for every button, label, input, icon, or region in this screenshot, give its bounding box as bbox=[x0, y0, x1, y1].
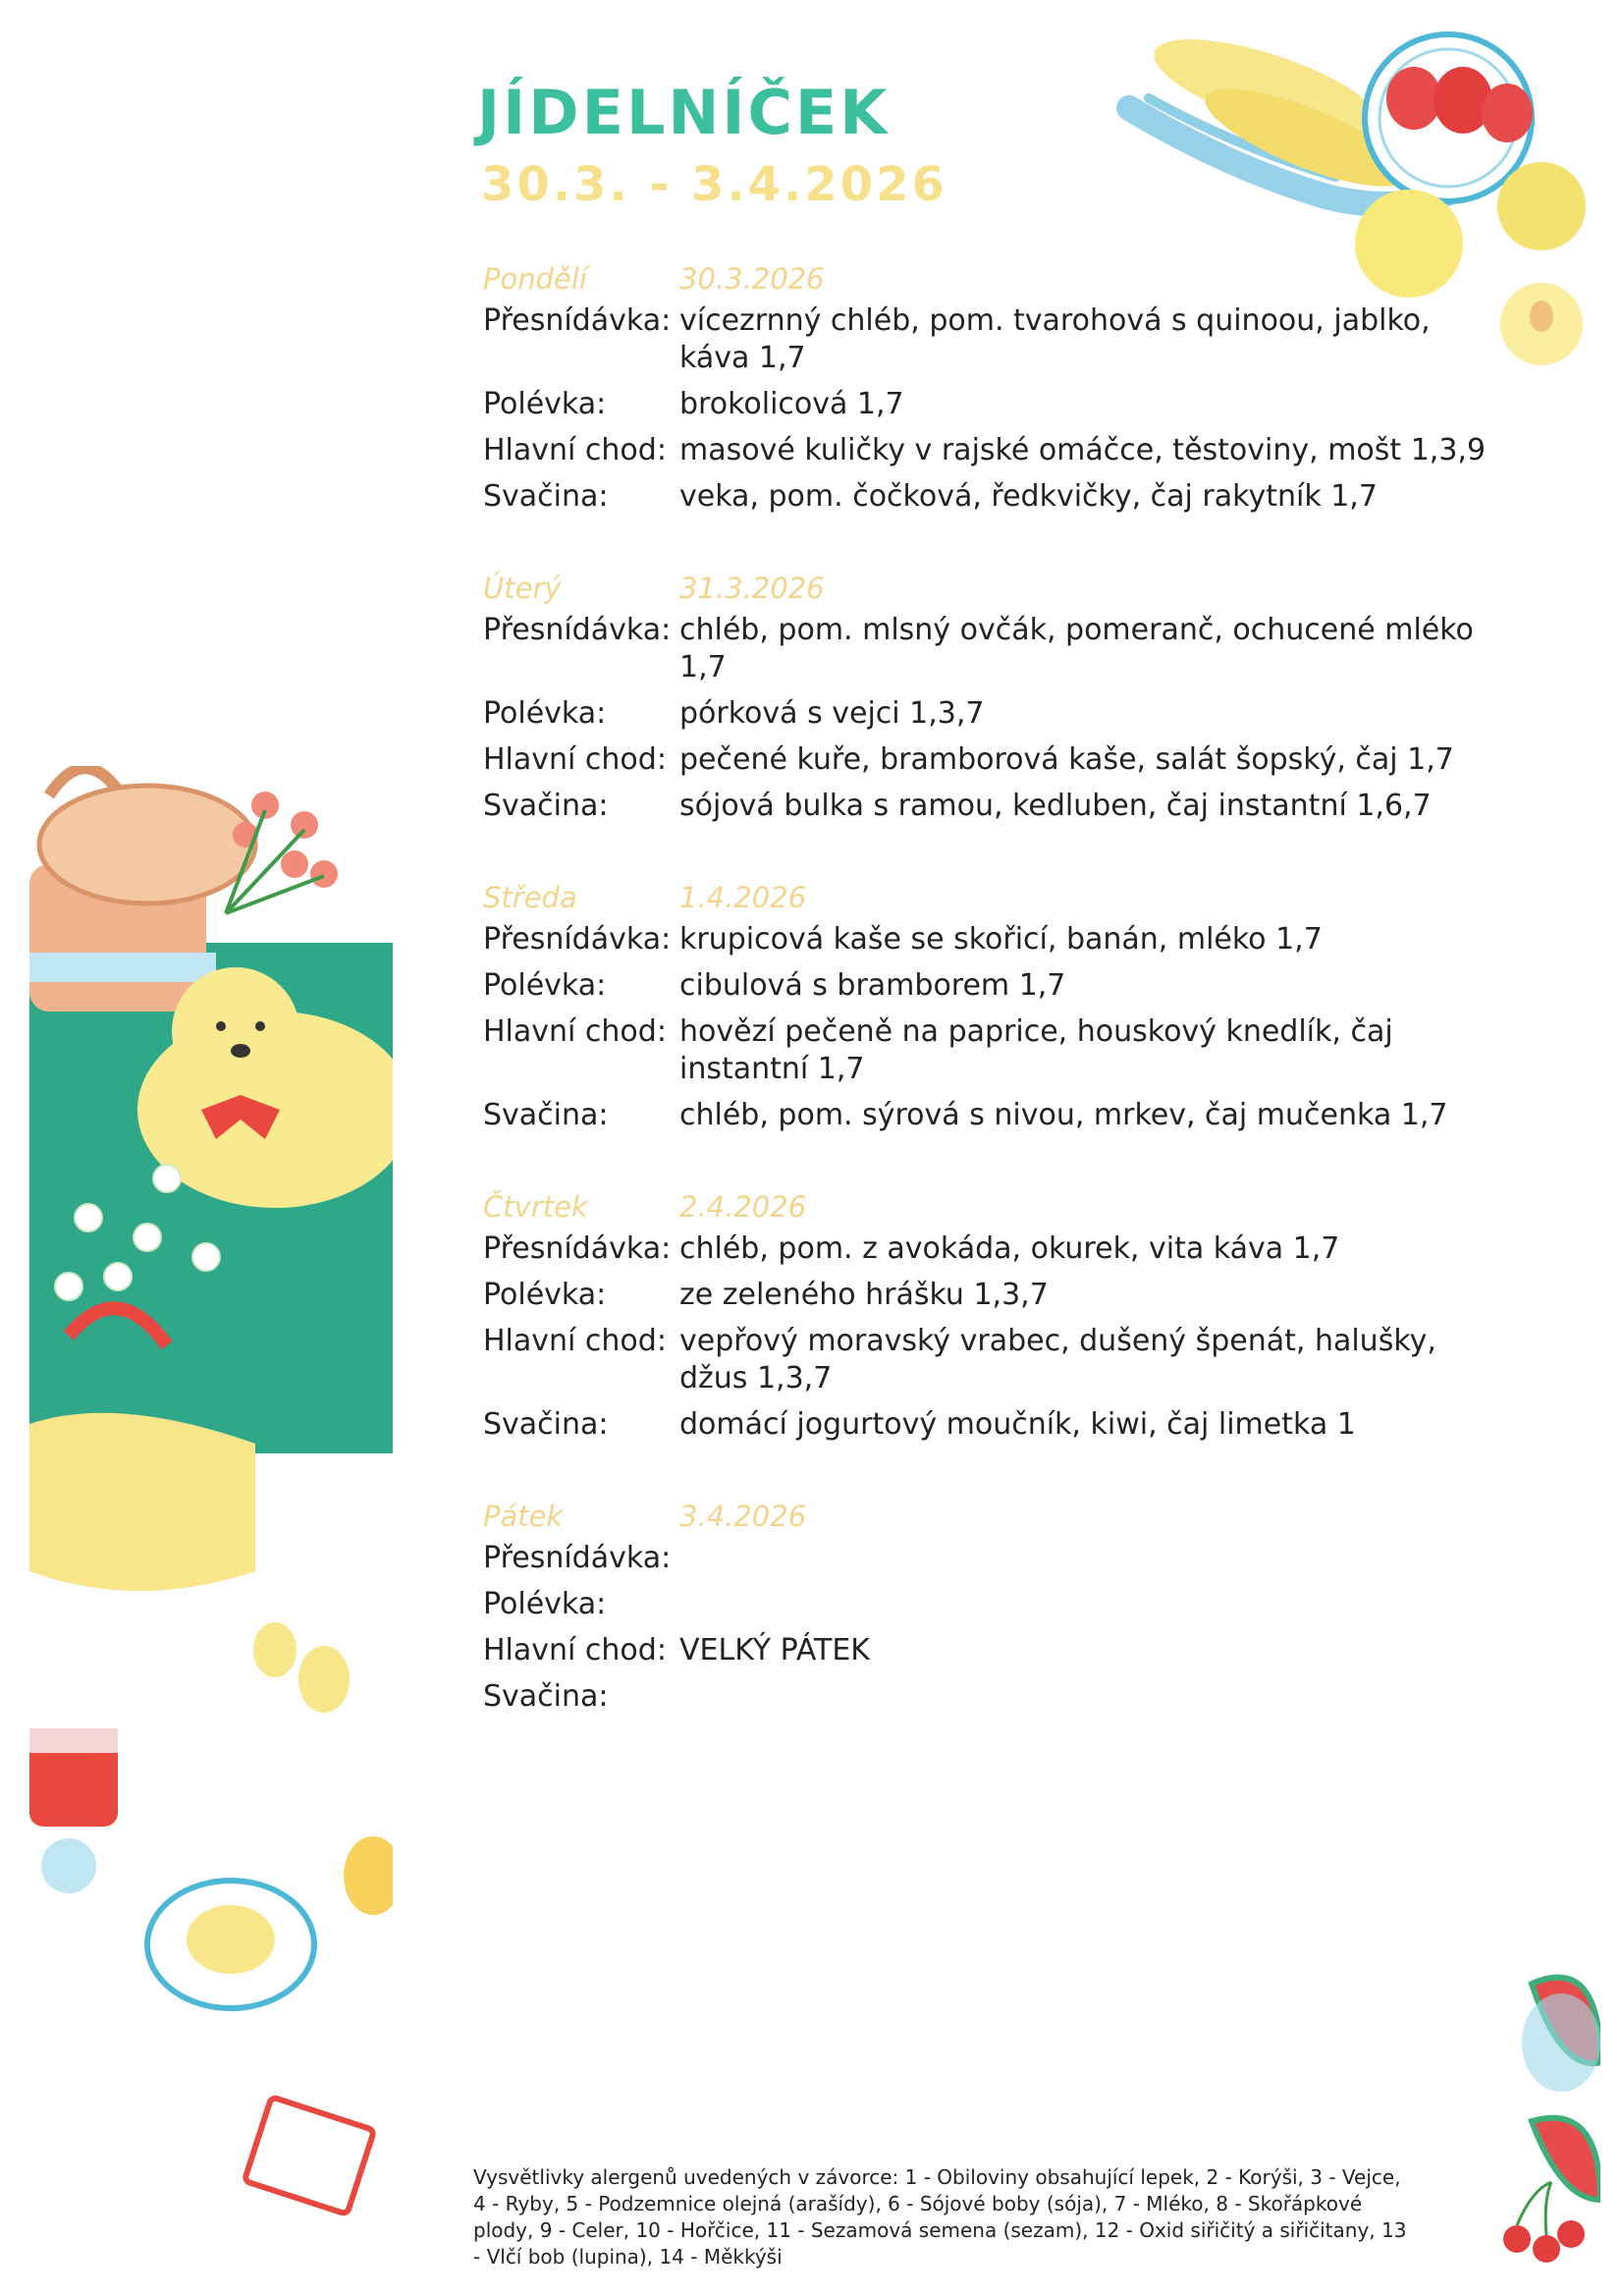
meal-row-main bbox=[483, 1013, 1524, 1088]
meal-value: VELKÝ PÁTEK bbox=[679, 1633, 870, 1667]
meal-row-snack-afternoon bbox=[483, 788, 1524, 825]
day-name: Pátek bbox=[483, 1500, 564, 1533]
day-name: Pondělí bbox=[483, 262, 587, 296]
meal-value: vícezrnný chléb, pom. tvarohová s quinoou, jablko, káva 1,7 bbox=[679, 303, 1431, 375]
meal-row-soup bbox=[483, 967, 1524, 1005]
meal-row-snack-morning bbox=[483, 1230, 1524, 1268]
day-name: Středa bbox=[483, 881, 577, 914]
allergen-legend: Vysvětlivky alergenů uvedených v závorce: 1 - Obiloviny obsahující lepek, 2 - Korýši, 3 - Vejce, 4 - Ryby, 5 - Podzemnice olejná (arašídy), 6 - Sójové boby (sója), 7 - Mléko, 8 - Skořápkové plody, 9 - Celer, 10 - Hořčice, 11 - Sezamová semena (sezam), 12 - Oxid siřičitý a siřičitany, 13 - Vlčí bob (lupina), 14 - Měkkýši bbox=[473, 2165, 1407, 2269]
meal-row-snack-afternoon bbox=[483, 478, 1524, 516]
day-name: Úterý bbox=[483, 572, 562, 605]
meal-label: Přesnídávka: bbox=[483, 1541, 672, 1575]
day-date: 3.4.2026 bbox=[679, 1500, 807, 1533]
day-heading bbox=[483, 876, 1524, 919]
meal-label: Hlavní chod: bbox=[483, 433, 667, 467]
meal-row-soup bbox=[483, 695, 1524, 733]
meal-label: Hlavní chod: bbox=[483, 1014, 667, 1049]
meal-value: hovězí pečeně na paprice, houskový knedlík, čaj instantní 1,7 bbox=[679, 1014, 1393, 1086]
meal-value bbox=[679, 1540, 1524, 1577]
meal-label: Polévka: bbox=[483, 1278, 607, 1312]
meal-row-main bbox=[483, 432, 1524, 469]
meal-value: domácí jogurtový moučník, kiwi, čaj limetka 1 bbox=[679, 1407, 1356, 1442]
day-section-wednesday bbox=[483, 876, 1524, 1134]
meal-label: Svačina: bbox=[483, 789, 609, 823]
day-section-thursday bbox=[483, 1185, 1524, 1444]
meal-value: vepřový moravský vrabec, dušený špenát, halušky, džus 1,3,7 bbox=[679, 1324, 1436, 1395]
meal-value: ze zeleného hrášku 1,3,7 bbox=[679, 1278, 1049, 1312]
week-date-range: 30.3. - 3.4.2026 bbox=[481, 157, 947, 212]
meal-label: Přesnídávka: bbox=[483, 303, 672, 338]
meal-label: Hlavní chod: bbox=[483, 742, 667, 777]
day-section-tuesday bbox=[483, 567, 1524, 825]
day-date: 2.4.2026 bbox=[679, 1190, 807, 1224]
meal-value: krupicová kaše se skořicí, banán, mléko 1,7 bbox=[679, 922, 1323, 957]
day-heading bbox=[483, 1185, 1524, 1229]
day-date: 1.4.2026 bbox=[679, 881, 807, 914]
meal-value: pórková s vejci 1,3,7 bbox=[679, 696, 985, 731]
meal-row-main bbox=[483, 1323, 1524, 1397]
meal-value: chléb, pom. mlsný ovčák, pomeranč, ochucené mléko 1,7 bbox=[679, 613, 1474, 684]
watermelon-cherries-illustration bbox=[1473, 1954, 1600, 2278]
meal-label: Svačina: bbox=[483, 1407, 609, 1442]
meal-label: Polévka: bbox=[483, 696, 607, 731]
meal-row-snack-afternoon bbox=[483, 1406, 1524, 1444]
page-title: JÍDELNÍČEK bbox=[477, 77, 891, 148]
meal-row-snack-morning bbox=[483, 921, 1524, 958]
meal-value: masové kuličky v rajské omáčce, těstoviny, mošt 1,3,9 bbox=[679, 433, 1487, 467]
meal-value: brokolicová 1,7 bbox=[679, 387, 904, 421]
meal-value: cibulová s bramborem 1,7 bbox=[679, 968, 1066, 1003]
meal-value bbox=[679, 1586, 1524, 1623]
meal-row-main bbox=[483, 741, 1524, 779]
meal-label: Přesnídávka: bbox=[483, 922, 672, 957]
meal-row-soup bbox=[483, 1586, 1524, 1623]
meal-label: Polévka: bbox=[483, 1587, 607, 1621]
meal-value: sójová bulka s ramou, kedluben, čaj instantní 1,6,7 bbox=[679, 789, 1432, 823]
day-date: 30.3.2026 bbox=[679, 262, 825, 296]
weekly-menu bbox=[483, 257, 1524, 1767]
day-name: Čtvrtek bbox=[483, 1190, 588, 1224]
meal-label: Svačina: bbox=[483, 479, 609, 514]
meal-value: veka, pom. čočková, ředkvičky, čaj rakytník 1,7 bbox=[679, 479, 1378, 514]
meal-label: Svačina: bbox=[483, 1098, 609, 1132]
meal-value bbox=[679, 1678, 1524, 1716]
day-heading bbox=[483, 1495, 1524, 1538]
meal-row-snack-afternoon bbox=[483, 1097, 1524, 1134]
meal-label: Hlavní chod: bbox=[483, 1324, 667, 1358]
meal-row-snack-afternoon bbox=[483, 1678, 1524, 1716]
meal-row-snack-morning bbox=[483, 302, 1524, 377]
meal-label: Polévka: bbox=[483, 968, 607, 1003]
day-date: 31.3.2026 bbox=[679, 572, 825, 605]
meal-value: pečené kuře, bramborová kaše, salát šopský, čaj 1,7 bbox=[679, 742, 1454, 777]
meal-value: chléb, pom. z avokáda, okurek, vita káva 1,7 bbox=[679, 1231, 1340, 1266]
meal-label: Přesnídávka: bbox=[483, 613, 672, 647]
meal-row-soup bbox=[483, 386, 1524, 423]
day-heading bbox=[483, 567, 1524, 610]
meal-row-snack-morning bbox=[483, 1540, 1524, 1577]
meal-row-main bbox=[483, 1632, 1524, 1669]
meal-label: Polévka: bbox=[483, 387, 607, 421]
meal-row-snack-morning bbox=[483, 612, 1524, 686]
meal-label: Přesnídávka: bbox=[483, 1231, 672, 1266]
picnic-illustration bbox=[29, 766, 393, 2259]
day-section-friday bbox=[483, 1495, 1524, 1716]
day-section-monday bbox=[483, 257, 1524, 516]
day-heading bbox=[483, 257, 1524, 301]
meal-row-soup bbox=[483, 1277, 1524, 1314]
meal-label: Svačina: bbox=[483, 1679, 609, 1714]
meal-label: Hlavní chod: bbox=[483, 1633, 667, 1667]
meal-value: chléb, pom. sýrová s nivou, mrkev, čaj mučenka 1,7 bbox=[679, 1098, 1448, 1132]
